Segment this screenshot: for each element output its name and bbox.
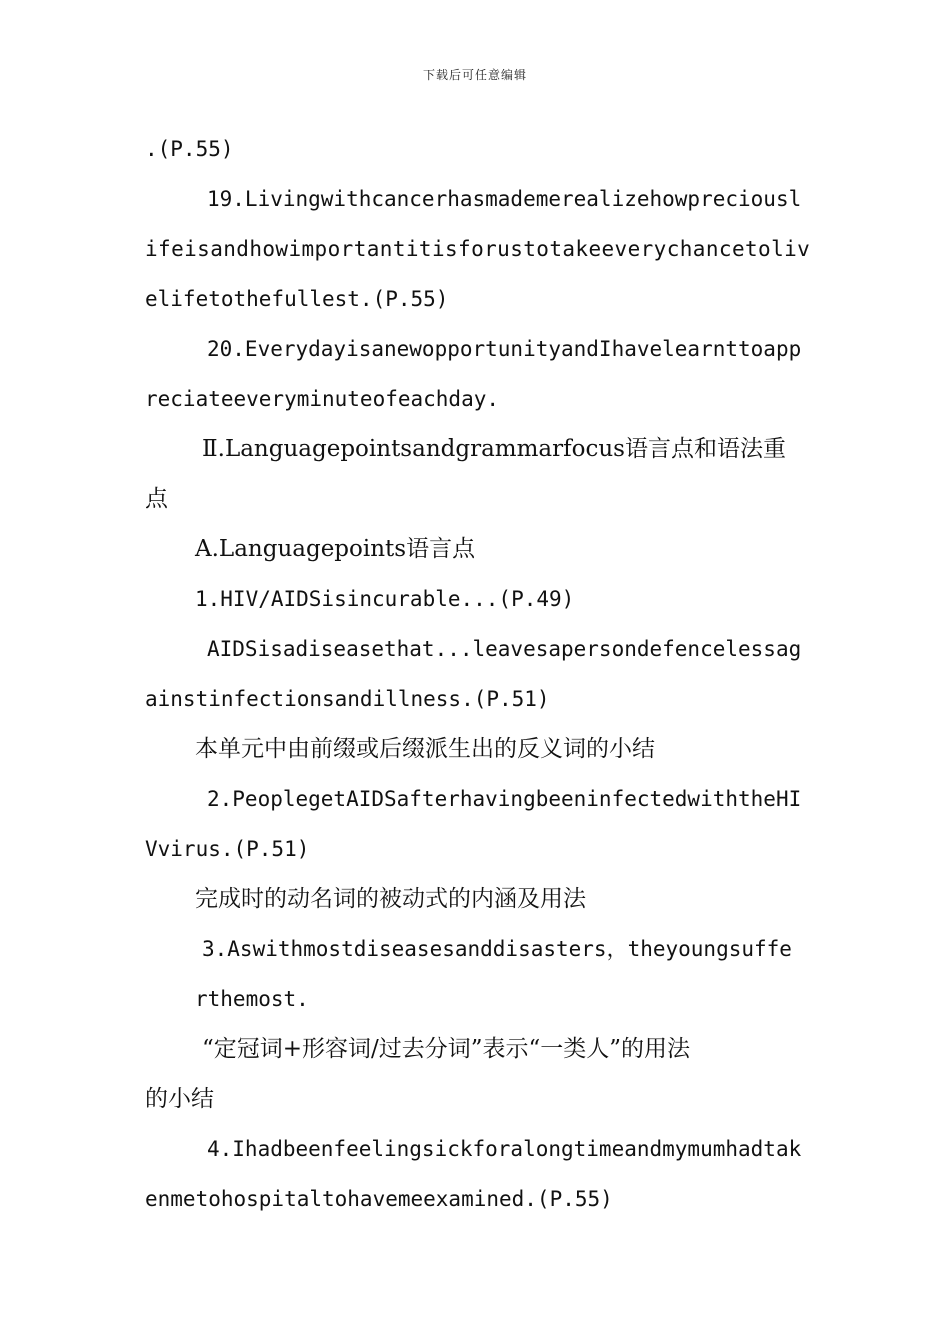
page-header: 下载后可任意编辑 bbox=[422, 68, 527, 82]
text-line: Vvirus.(P.51) bbox=[145, 837, 310, 861]
text-line: 4.Ihadbeenfeelingsickforalongtimeandmymumhadtak bbox=[207, 1137, 802, 1161]
text-line: AIDSisadiseasethat...leavesapersondefencelessag bbox=[207, 637, 802, 661]
chinese-note: 完成时的动名词的被动式的内涵及用法 bbox=[195, 886, 586, 912]
text-line: ifeisandhowimportantitisforustotakeeverychancetoliv bbox=[145, 237, 811, 261]
chinese-note: 本单元中由前缀或后缀派生出的反义词的小结 bbox=[195, 736, 655, 762]
text-line: 1.HIV/AIDSisincurable...(P.49) bbox=[195, 587, 575, 611]
text-line: reciateeveryminuteofeachday. bbox=[145, 387, 500, 411]
subsection-heading: A.Languagepoints语言点 bbox=[195, 536, 476, 562]
text-line: ainstinfectionsandillness.(P.51) bbox=[145, 687, 550, 711]
text-line: enmetohospitaltohavemeexamined.(P.55) bbox=[145, 1187, 613, 1211]
text-line: 20.EverydayisanewopportunityandIhavelearnttoapp bbox=[207, 337, 802, 361]
section-heading: Ⅱ.Languagepointsandgrammarfocus语言点和语法重 bbox=[202, 436, 786, 462]
text-line: .(P.55) bbox=[145, 137, 234, 161]
document-body bbox=[145, 124, 810, 1224]
chinese-note: “定冠词+形容词/过去分词”表示“一类人”的用法 bbox=[202, 1036, 691, 1062]
text-line: 2.PeoplegetAIDSafterhavingbeeninfectedwiththeHI bbox=[207, 787, 802, 811]
chinese-note-continued: 的小结 bbox=[145, 1086, 214, 1112]
text-line: 19.Livingwithcancerhasmademerealizehowpreciousl bbox=[207, 187, 802, 211]
section-heading-continued: 点 bbox=[145, 486, 168, 512]
text-line: rthemost. bbox=[195, 987, 309, 1011]
text-line: elifetothefullest.(P.55) bbox=[145, 287, 449, 311]
text-line: 3.Aswithmostdiseasesanddisasters，theyoungsuffe bbox=[202, 937, 792, 961]
